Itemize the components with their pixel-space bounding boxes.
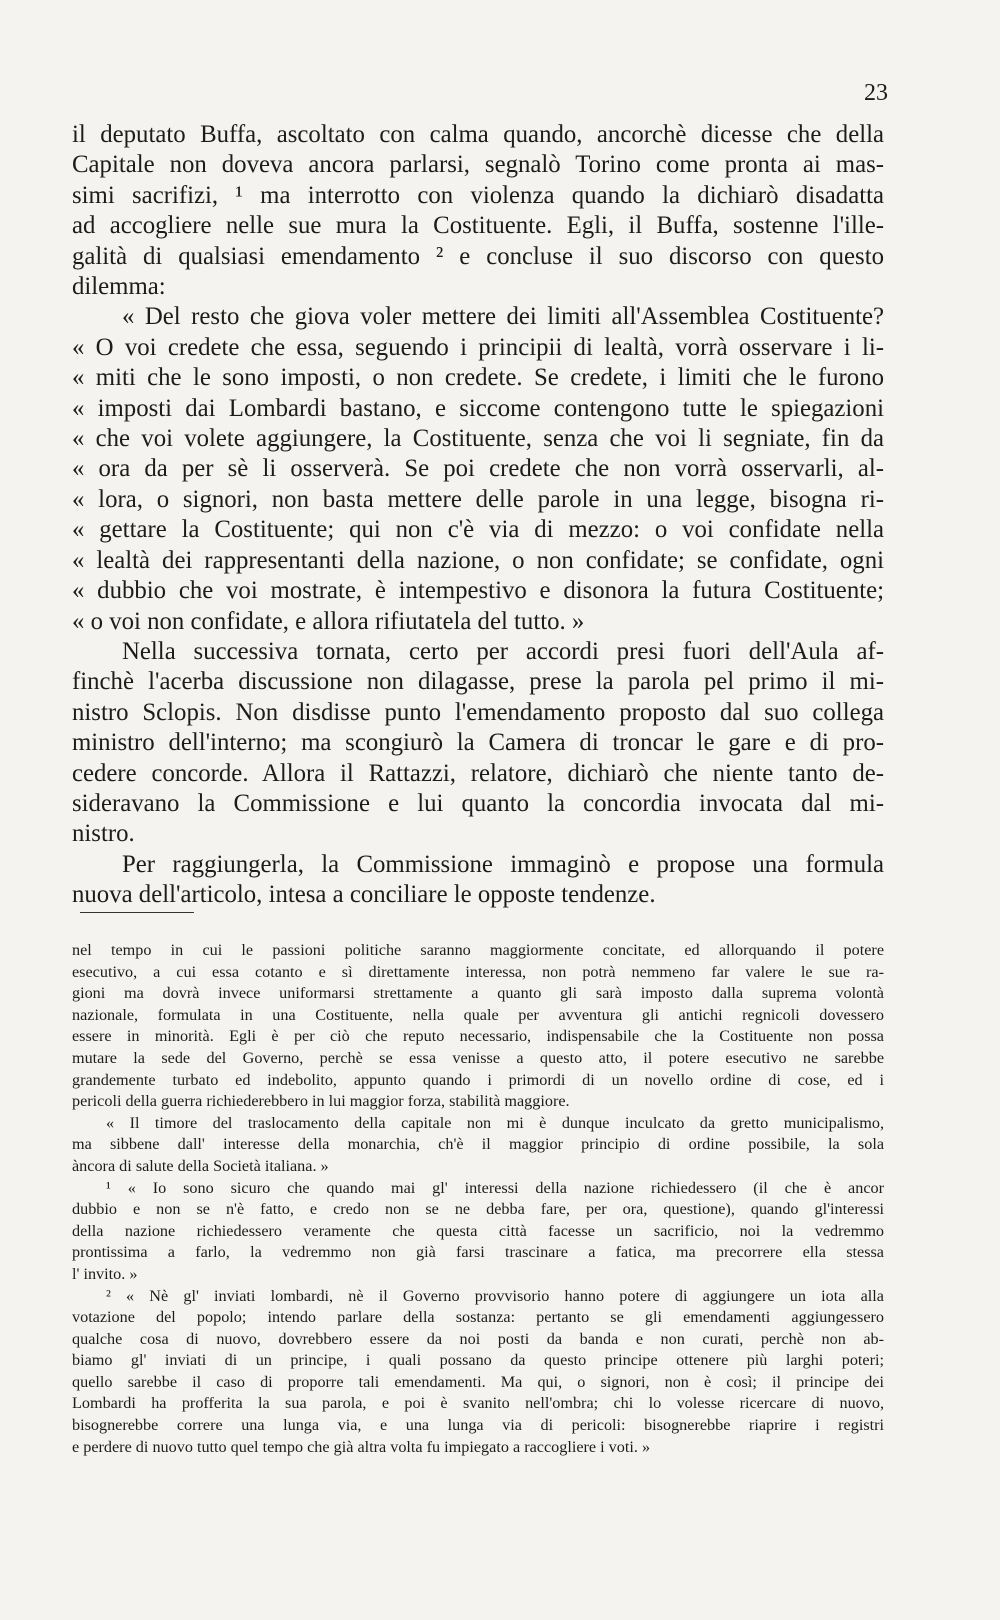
text-line: finchè l'acerba discussione non dilagasse, prese la parola pel primo il mi- (72, 668, 884, 696)
footnote-line: qualche cosa di nuovo, dovrebbero essere da noi posti da banda e non curati, perchè non ab- (72, 1329, 884, 1348)
footnote-line: l' invito. » (72, 1264, 138, 1283)
footnote-line: biamo gl' inviati di un principe, i quali possano da questo principe ottenere più larghi poteri; (72, 1351, 884, 1370)
text-line: « miti che le sono imposti, o non credete. Se credete, i limiti che le furono (72, 364, 884, 392)
footnote-line: ma sibbene dall' interesse della monarchia, ch'è il maggior principio di ordine possibile, la sola (72, 1135, 884, 1154)
text-line: « gettare la Costituente; qui non c'è via di mezzo: o voi confidate nella (72, 516, 884, 544)
text-line: galità di qualsiasi emendamento ² e concluse il suo discorso con questo (72, 242, 884, 270)
page-number: 23 (864, 80, 888, 106)
text-line: « imposti dai Lombardi bastano, e siccome contengono tutte le spiegazioni (72, 394, 884, 422)
footnote-line: Lombardi ha profferita la sua parola, e poi è svanito nell'ombra; chi lo volesse ricercare di nuovo, (72, 1394, 884, 1413)
text-line: Nella successiva tornata, certo per accordi presi fuori dell'Aula af- (122, 637, 884, 665)
footnote-line: « Il timore del traslocamento della capitale non mi è dunque inculcato da gretto municipalismo, (106, 1113, 884, 1132)
footnote-line: grandemente turbato ed indebolito, appunto quando i primordi di un novello ordine di cose, ed i (72, 1070, 884, 1089)
footnote-line: ² « Nè gl' inviati lombardi, nè il Governo provvisorio hanno potere di aggiungere un iota alla (106, 1286, 884, 1305)
footnote-line: esecutivo, a cui essa cotanto e sì direttamente interessa, non potrà nemmeno far valere le sue ra- (72, 962, 884, 981)
footnotes (72, 940, 884, 1458)
footnote-line: dubbio e non se n'è fatto, e credo non se ne debba fare, per ora, questione), quando gl'interessi (72, 1200, 884, 1219)
text-line: ministro dell'interno; ma scongiurò la Camera di troncar le gare e di pro- (72, 729, 884, 757)
text-line: « Del resto che giova voler mettere dei limiti all'Assemblea Costituente? (122, 303, 884, 331)
text-line: « che voi volete aggiungere, la Costituente, senza che voi li segniate, fin da (72, 425, 884, 453)
footnote-line: gioni ma dovrà invece uniformarsi strettamente a quanto gli sarà imposto dalla suprema volontà (72, 984, 884, 1003)
text-line: il deputato Buffa, ascoltato con calma quando, ancorchè dicesse che della (72, 121, 884, 148)
text-line: « ora da per sè li osserverà. Se poi credete che non vorrà osservarli, al- (72, 455, 884, 483)
footnote-line: della nazione richiedessero veramente che questa città facesse un sacrificio, noi la vedremmo (72, 1221, 884, 1240)
text-line: sideravano la Commissione e lui quanto la concordia invocata dal mi- (72, 789, 884, 817)
text-line: simi sacrifizi, ¹ ma interrotto con violenza quando la dichiarò disadatta (72, 181, 884, 209)
text-line: dilemma: (72, 273, 166, 301)
main-text-body (72, 120, 884, 911)
footnote-line: bisognerebbe correre una lunga via, e una lunga via di pericoli: bisognerebbe riaprire i registri (72, 1416, 884, 1435)
footnote-line: e perdere di nuovo tutto quel tempo che già altra volta fu impiegato a raccogliere i voti. » (72, 1437, 651, 1456)
footnote-line: àncora di salute della Società italiana. » (72, 1156, 329, 1175)
text-line: « O voi credete che essa, seguendo i principii di lealtà, vorrà osservare i li- (72, 333, 884, 361)
footnote-line: nel tempo in cui le passioni politiche saranno maggiormente concitate, ed allorquando il potere (72, 941, 884, 959)
text-line: Capitale non doveva ancora parlarsi, segnalò Torino come pronta ai mas- (72, 151, 884, 179)
text-line: « lora, o signori, non basta mettere delle parole in una legge, bisogna ri- (72, 485, 884, 513)
footnote-line: ¹ « Io sono sicuro che quando mai gl' interessi della nazione richiedessero (il che è ancor (106, 1178, 884, 1197)
text-line: nistro Sclopis. Non disdisse punto l'emendamento proposto dal suo collega (72, 698, 884, 726)
footnote-line: pericoli della guerra richiederebbero in lui maggior forza, stabilità maggiore. (72, 1092, 570, 1111)
text-line: « o voi non confidate, e allora rifiutatela del tutto. » (72, 607, 585, 635)
footnote-separator (80, 912, 194, 913)
text-line: nistro. (72, 820, 135, 848)
footnote-line: quello sarebbe il caso di proporre tali emendamenti. Ma qui, o signori, non è così; il principe dei (72, 1372, 884, 1391)
text-line: cedere concorde. Allora il Rattazzi, relatore, dichiarò che niente tanto de- (72, 759, 884, 787)
text-line: nuova dell'articolo, intesa a conciliare le opposte tendenze. (72, 881, 656, 909)
footnote-line: mutare la sede del Governo, perchè se essa venisse a questo atto, il potere esecutivo ne sarebbe (72, 1048, 884, 1067)
text-line: Per raggiungerla, la Commissione immaginò e propose una formula (122, 850, 884, 878)
text-line: « dubbio che voi mostrate, è intempestivo e disonora la futura Costituente; (72, 577, 884, 605)
footnote-line: nazionale, formulata in una Costituente, nella quale per avventura gli antichi regnicoli dovessero (72, 1005, 884, 1024)
footnote-line: essere in minorità. Egli è per ciò che reputo necessario, indispensabile che la Costituente non possa (72, 1027, 884, 1046)
text-line: ad accogliere nelle sue mura la Costituente. Egli, il Buffa, sostenne l'ille- (72, 212, 884, 240)
footnote-line: prontissima a farlo, la vedremmo non già farsi trascinare a fatica, ma precorrere ella stessa (72, 1243, 884, 1262)
text-line: « lealtà dei rappresentanti della nazione, o non confidate; se confidate, ogni (72, 546, 884, 574)
footnote-line: votazione del popolo; intendo parlare della sostanza: pertanto se gli emendamenti aggiungessero (72, 1308, 884, 1327)
